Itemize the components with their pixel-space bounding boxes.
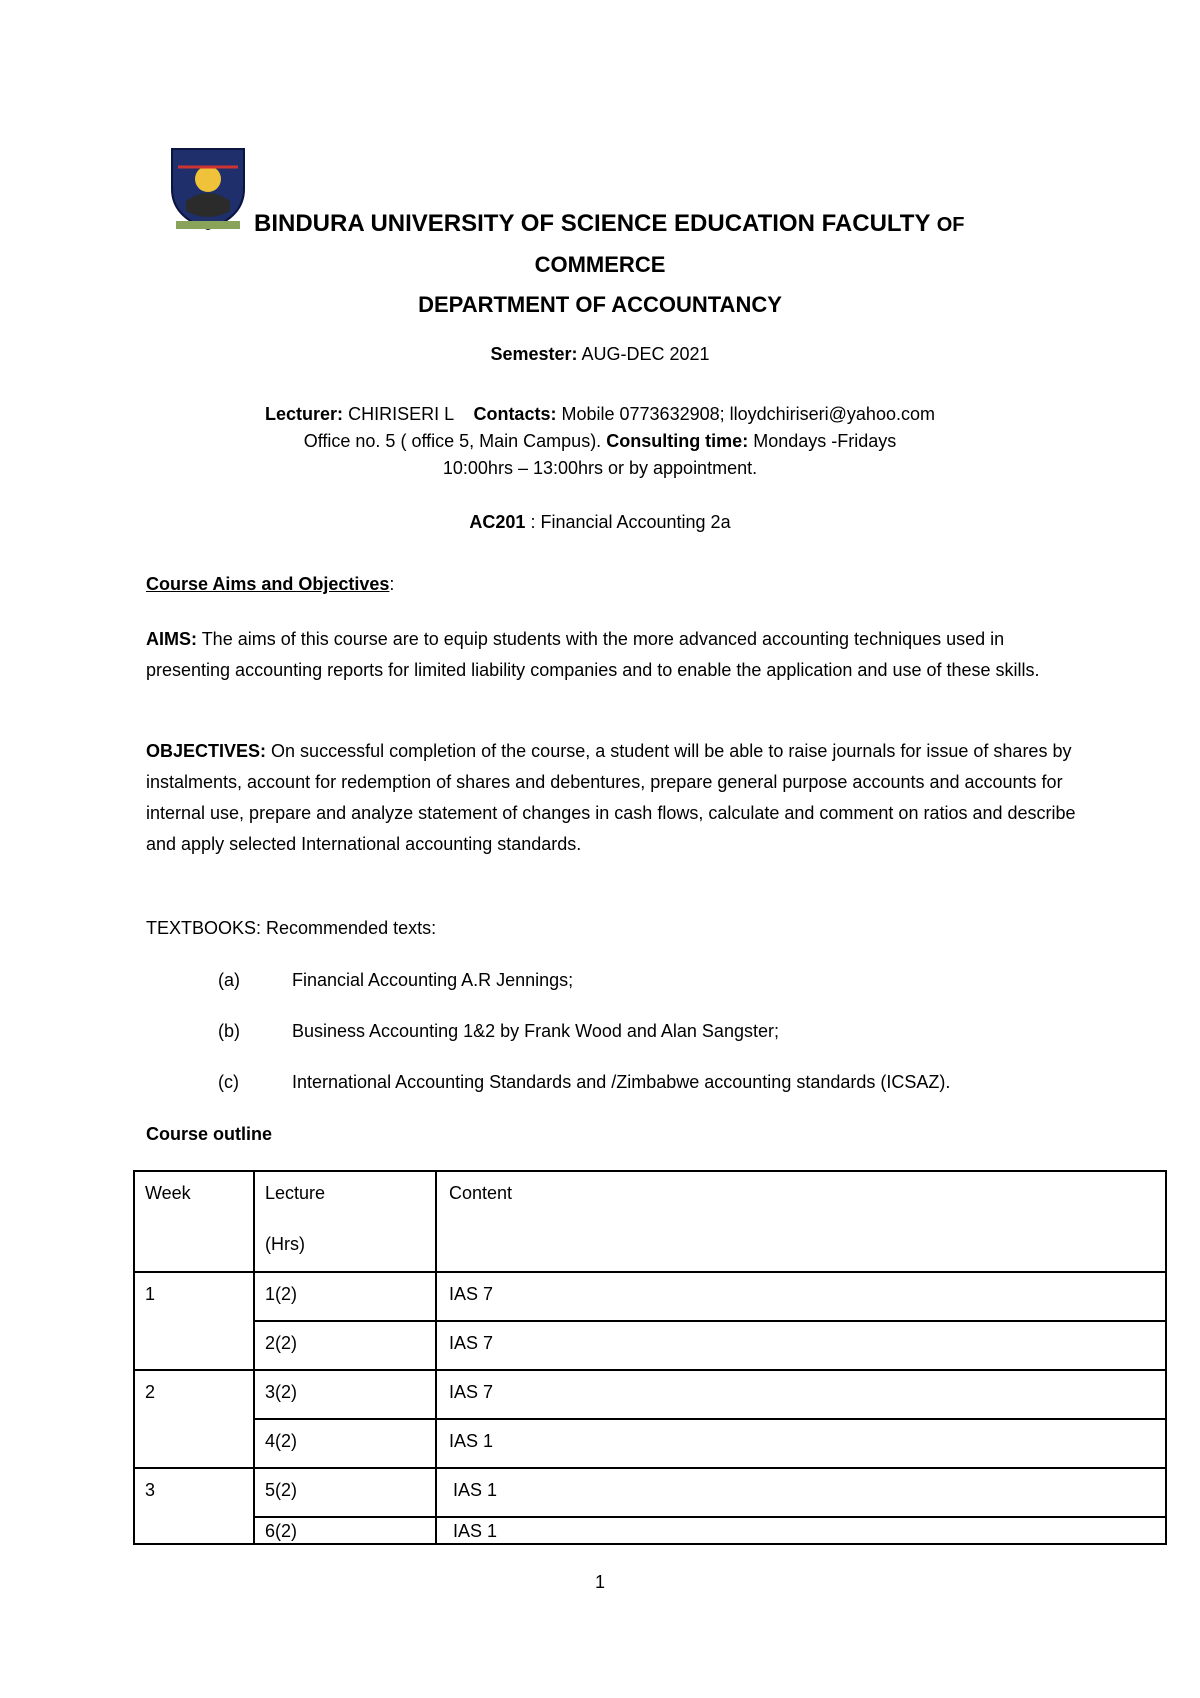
table-row-5-lecture: 5(2)	[265, 1480, 298, 1500]
university-title-line1	[254, 210, 965, 238]
table-header-lecture: Lecture	[265, 1183, 326, 1203]
page-number: 1	[594, 1572, 605, 1592]
table-row-3-lecture: 3(2)	[265, 1382, 298, 1402]
office-line	[0, 431, 1200, 452]
table-row-5-content: IAS 1	[453, 1480, 498, 1500]
table-row-2-lecture: 2(2)	[265, 1333, 298, 1353]
table-row-1-lecture: 1(2)	[265, 1284, 298, 1304]
table-row-1-content: IAS 7	[449, 1284, 494, 1304]
lecturer-line	[0, 404, 1200, 425]
office-value: Office no. 5 ( office 5, Main Campus).	[303, 431, 602, 451]
table-row-1-week: 1	[145, 1284, 156, 1304]
table-row-3-week: 2	[145, 1382, 156, 1402]
table-header-hrs: (Hrs)	[265, 1234, 305, 1254]
university-name: BINDURA UNIVERSITY OF SCIENCE EDUCATION FACULTY	[254, 210, 931, 237]
table-row-sep-1	[253, 1320, 1167, 1322]
lecturer-label: Lecturer:	[265, 404, 344, 424]
table-row-sep-2	[133, 1369, 1167, 1371]
table-col-sep-1	[253, 1170, 255, 1545]
textbook-marker-a: (a)	[218, 970, 240, 990]
semester-value: AUG-DEC 2021	[581, 344, 710, 364]
table-header-week: Week	[145, 1183, 191, 1203]
semester-line	[0, 344, 1200, 365]
course-line	[0, 512, 1200, 533]
table-row-6-content: IAS 1	[453, 1521, 498, 1541]
aims-paragraph	[146, 624, 1076, 686]
consulting-label: Consulting time:	[606, 431, 749, 451]
consulting-value: Mondays -Fridays	[753, 431, 897, 451]
table-row-sep-3	[253, 1418, 1167, 1420]
objectives-label: OBJECTIVES:	[146, 741, 267, 761]
table-header-content: Content	[449, 1183, 513, 1203]
table-col-sep-2	[435, 1170, 437, 1545]
aims-label: AIMS:	[146, 629, 197, 649]
faculty-name: COMMERCE	[534, 252, 666, 277]
table-row-6-lecture: 6(2)	[265, 1521, 298, 1541]
textbooks-heading: TEXTBOOKS: Recommended texts:	[146, 918, 437, 938]
course-outline-table	[133, 1170, 1167, 1545]
table-border-top	[133, 1170, 1167, 1172]
table-row-3-content: IAS 7	[449, 1382, 494, 1402]
consulting-hours: 10:00hrs – 13:00hrs or by appointment.	[442, 458, 758, 478]
contacts-label: Contacts:	[473, 404, 557, 424]
table-border-right	[1165, 1170, 1167, 1545]
contacts-value: Mobile 0773632908; lloydchiriseri@yahoo.com	[561, 404, 935, 424]
university-crest-logo	[168, 145, 248, 233]
table-row-4-lecture: 4(2)	[265, 1431, 298, 1451]
course-outline-heading: Course outline	[146, 1124, 273, 1144]
table-row-sep-4	[133, 1467, 1167, 1469]
table-row-sep-header	[133, 1271, 1167, 1273]
university-name-of: OF	[936, 214, 965, 236]
lecturer-value: CHIRISERI L	[348, 404, 454, 424]
table-row-5-week: 3	[145, 1480, 156, 1500]
table-border-bottom	[133, 1543, 1167, 1545]
textbook-item-a: Financial Accounting A.R Jennings;	[292, 970, 574, 990]
objectives-text: On successful completion of the course, a student will be able to raise journals for issue of shares by instalments, account for redemption of shares and debentures, prepare general purpose accounts and accounts for internal use, prepare and analyze statement of changes in cash flows, calculate and comment on ratios and describe and apply selected International accounting standards.	[146, 741, 1076, 854]
course-title: : Financial Accounting 2a	[530, 512, 731, 532]
aims-objectives-heading-colon: :	[389, 574, 395, 594]
department-name: DEPARTMENT OF ACCOUNTANCY	[418, 292, 782, 317]
table-row-2-content: IAS 7	[449, 1333, 494, 1353]
table-border-left	[133, 1170, 135, 1545]
textbook-marker-b: (b)	[218, 1021, 240, 1041]
aims-objectives-heading	[146, 574, 394, 595]
textbook-item-c: International Accounting Standards and /Zimbabwe accounting standards (ICSAZ).	[292, 1072, 951, 1092]
objectives-paragraph	[146, 736, 1076, 860]
aims-objectives-heading-text: Course Aims and Objectives	[146, 574, 390, 594]
semester-label: Semester:	[490, 344, 578, 364]
textbook-marker-c: (c)	[218, 1072, 239, 1092]
course-code: AC201	[469, 512, 526, 532]
table-row-4-content: IAS 1	[449, 1431, 494, 1451]
table-row-sep-5	[253, 1516, 1167, 1518]
textbook-item-b: Business Accounting 1&2 by Frank Wood and Alan Sangster;	[292, 1021, 779, 1041]
aims-text: The aims of this course are to equip students with the more advanced accounting techniques used in presenting accounting reports for limited liability companies and to enable the application and use of these skills.	[146, 629, 1040, 680]
